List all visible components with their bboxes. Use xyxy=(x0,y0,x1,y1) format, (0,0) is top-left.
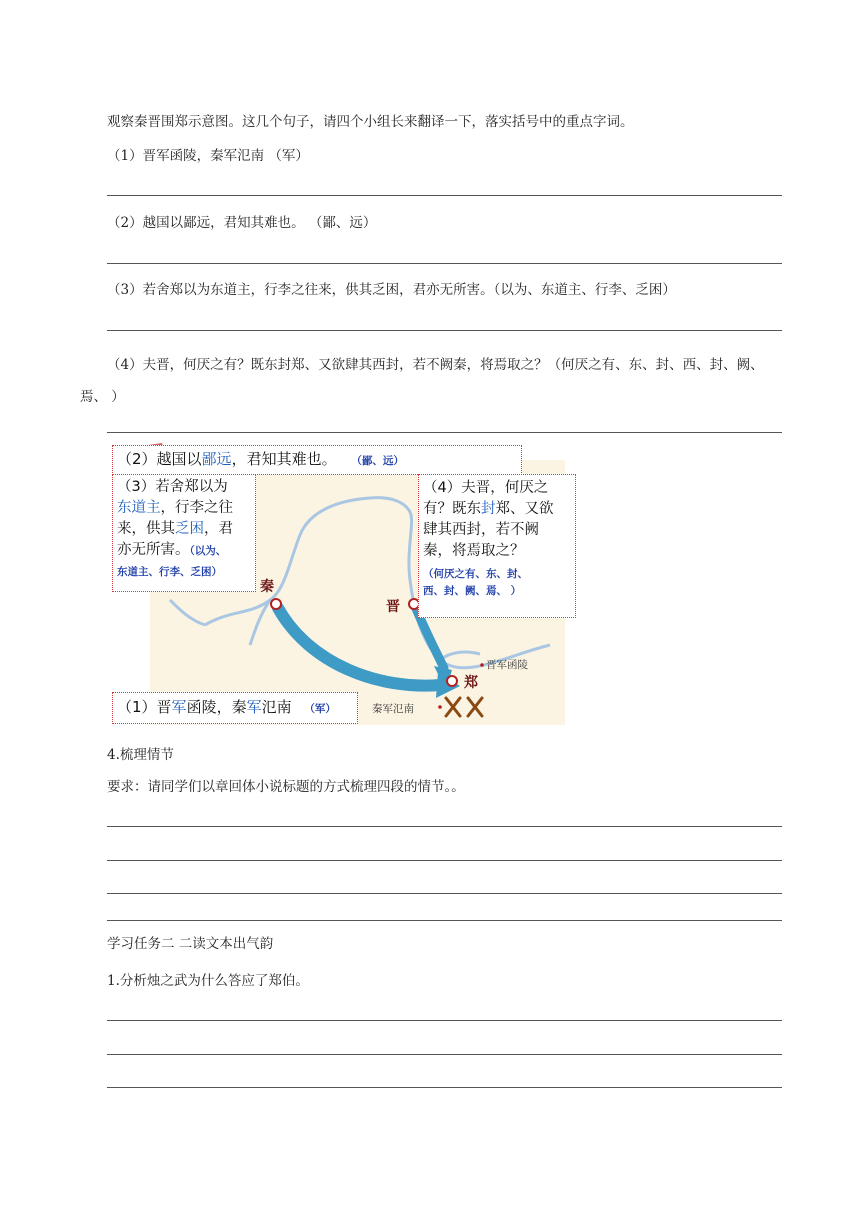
zheng-marker xyxy=(447,676,457,686)
answer-line xyxy=(107,1054,782,1055)
box3-line-2: ，行李之往 xyxy=(160,500,233,516)
answer-line xyxy=(107,1087,782,1088)
note-box-1 xyxy=(112,692,358,724)
box4-line-2a: 有？既东 xyxy=(423,501,481,517)
box2-note: （鄙、远） xyxy=(351,455,404,467)
note-box-4 xyxy=(418,474,576,618)
answer-line xyxy=(107,195,782,196)
qin-jin-siege-map xyxy=(110,440,580,725)
box1-text-c: 氾南 xyxy=(261,698,292,716)
jinjun-dot xyxy=(480,663,484,667)
qin-marker xyxy=(271,599,281,609)
box4-line-4: 秦，将焉取之？ xyxy=(423,543,525,559)
task-2-title: 学习任务二 二读文本出气韵 xyxy=(107,936,274,952)
box3-highlight-2: 乏困 xyxy=(175,521,204,537)
box3-note-1: （以为、 xyxy=(189,545,227,557)
box1-text-b: 函陵，秦 xyxy=(186,698,247,716)
note-box-3 xyxy=(112,474,256,592)
box4-line-1: （4）夫晋，何厌之 xyxy=(423,480,549,496)
label-qinjun-fannan: 秦军氾南 xyxy=(372,703,414,715)
place-label-zheng: 郑 xyxy=(464,675,478,691)
answer-line xyxy=(107,432,782,433)
box2-text-a: （2）越国以 xyxy=(117,450,202,468)
box4-note-2: 西、封、阙、焉、 ） xyxy=(423,585,522,597)
label-jinjun-hanling: 晋军函陵 xyxy=(486,659,528,671)
box1-note: （军） xyxy=(304,703,336,715)
box3-note-2: 东道主、行李、乏困） xyxy=(117,566,222,578)
intro-text: 观察秦晋围郑示意图。这几个句子，请四个小组长来翻译一下，落实括号中的重点字词。 xyxy=(107,114,634,130)
box4-line-3: 肆其西封，若不阙 xyxy=(423,522,539,538)
qinjun-dot xyxy=(438,705,442,709)
section-4-title: 4.梳理情节 xyxy=(107,747,174,763)
answer-line xyxy=(107,920,782,921)
answer-line xyxy=(107,263,782,264)
box3-line-3a: 来，供其 xyxy=(117,521,175,537)
question-1: （1）晋军函陵，秦军氾南 （军） xyxy=(107,148,309,164)
question-4: （4）夫晋，何厌之有？既东封郑、又欲肆其西封，若不阙秦，将焉取之？（何厌之有、东、封、西、封、阙、焉、 ） xyxy=(80,357,764,405)
answer-line xyxy=(107,826,782,827)
section-4-requirement: 要求：请同学们以章回体小说标题的方式梳理四段的情节。。 xyxy=(107,779,465,795)
answer-line xyxy=(107,893,782,894)
box3-line-4: 亦无所害。 xyxy=(117,542,190,558)
box4-highlight: 封 xyxy=(481,501,496,517)
note-box-2 xyxy=(112,445,522,475)
box4-note-1: （何厌之有、东、封、 xyxy=(423,568,528,580)
answer-line xyxy=(107,1020,782,1021)
place-label-jin: 晋 xyxy=(386,599,400,615)
box4-line-2b: 郑、又欲 xyxy=(495,501,554,517)
box1-highlight-1: 军 xyxy=(171,698,187,716)
task-2-question-1: 1.分析烛之武为什么答应了郑伯。 xyxy=(107,973,309,989)
box2-text-b: ，君知其难也。 xyxy=(231,450,337,468)
place-label-qin: 秦 xyxy=(260,579,274,595)
box1-text-a: （1）晋 xyxy=(117,698,172,716)
question-3: （3）若舍郑以为东道主，行李之往来，供其乏困，君亦无所害。（以为、东道主、行李、乏困） xyxy=(107,282,676,298)
answer-line xyxy=(107,860,782,861)
question-2: （2）越国以鄙远，君知其难也。 （鄙、远） xyxy=(107,215,377,231)
answer-line xyxy=(107,330,782,331)
box3-highlight-1: 东道主 xyxy=(117,500,161,516)
box3-line-3b: ，君 xyxy=(204,521,233,537)
box2-highlight: 鄙远 xyxy=(201,450,232,468)
box1-highlight-2: 军 xyxy=(246,698,262,716)
box3-line-1: （3）若舍郑以为 xyxy=(117,479,228,495)
